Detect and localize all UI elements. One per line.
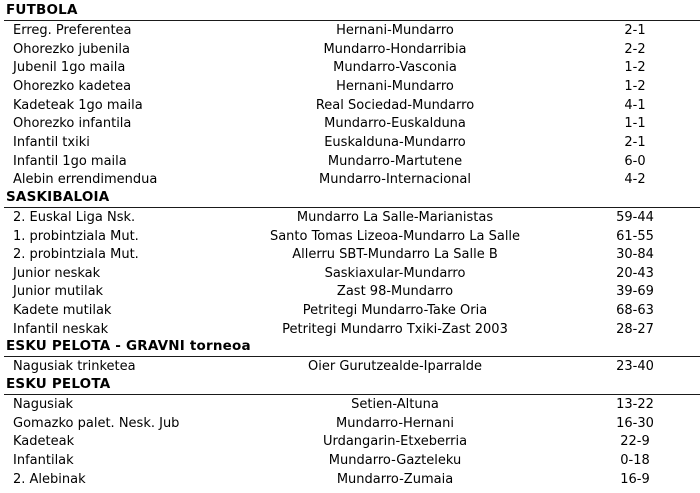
match-teams: Oier Gurutzealde-Iparralde — [308, 359, 482, 375]
category-label: 2. Euskal Liga Nsk. — [13, 209, 136, 225]
match-score: 28-27 — [616, 321, 654, 337]
match-score: 16-30 — [616, 415, 654, 431]
result-row — [0, 114, 700, 133]
match-teams: Urdangarin-Etxeberria — [322, 434, 468, 450]
category-label: Ohorezko infantila — [13, 116, 132, 132]
result-row — [0, 245, 700, 264]
match-score: 4-2 — [624, 172, 646, 188]
match-score: 16-9 — [620, 471, 650, 487]
category-label: Ohorezko jubenila — [13, 41, 130, 57]
match-teams: Real Sociedad-Mundarro — [315, 97, 475, 113]
result-row — [0, 301, 700, 320]
section-header: ESKU PELOTA — [6, 376, 111, 393]
result-row — [0, 40, 700, 59]
result-row — [0, 320, 700, 339]
match-teams: Mundarro-Zumaia — [336, 471, 454, 487]
section-header: FUTBOLA — [6, 2, 78, 18]
category-label: Kadeteak — [13, 434, 75, 450]
match-teams: Mundarro-Gazteleku — [328, 453, 462, 468]
result-row — [0, 58, 700, 77]
match-score: 2-2 — [624, 41, 646, 57]
result-row — [0, 414, 700, 433]
match-score: 1-2 — [624, 60, 646, 76]
match-score: 6-0 — [624, 153, 646, 169]
match-score: 13-22 — [616, 397, 654, 413]
result-row — [0, 21, 700, 40]
match-score: 59-44 — [616, 209, 654, 225]
result-row — [0, 77, 700, 96]
match-score: 2-1 — [624, 134, 646, 150]
result-row — [0, 395, 700, 414]
result-row — [0, 264, 700, 283]
category-label: Kadete mutilak — [13, 303, 112, 319]
category-label: Kadeteak 1go maila — [13, 97, 143, 113]
category-label: Nagusiak trinketea — [13, 359, 136, 375]
category-label: Infantilak — [13, 453, 74, 468]
match-score: 1-1 — [624, 116, 646, 132]
match-teams: Hernani-Mundarro — [336, 23, 454, 38]
match-score: 30-84 — [616, 247, 654, 263]
result-row — [0, 208, 700, 227]
result-row — [0, 227, 700, 246]
match-teams: Petritegi Mundarro-Take Oria — [302, 303, 488, 319]
match-score: 1-2 — [624, 78, 646, 94]
result-row — [0, 152, 700, 171]
match-score: 20-43 — [616, 265, 654, 281]
category-label: Nagusiak — [13, 397, 74, 413]
result-row — [0, 432, 700, 451]
match-teams: Euskalduna-Mundarro — [324, 134, 466, 150]
category-label: 2. probintziala Mut. — [13, 247, 139, 263]
match-teams: Hernani-Mundarro — [336, 78, 454, 94]
category-label: 1. probintziala Mut. — [13, 228, 139, 244]
match-score: 0-18 — [620, 453, 650, 468]
section-header: SASKIBALOIA — [6, 188, 110, 205]
result-row — [0, 282, 700, 301]
match-teams: Mundarro-Internacional — [319, 172, 471, 188]
match-teams: Mundarro-Vasconia — [333, 60, 457, 76]
match-score: 39-69 — [616, 284, 654, 300]
match-score: 61-55 — [616, 228, 654, 244]
category-label: Junior mutilak — [13, 284, 104, 300]
match-score: 23-40 — [616, 359, 654, 375]
category-label: Infantil neskak — [13, 321, 109, 337]
match-teams: Mundarro-Martutene — [327, 153, 463, 169]
match-teams: Mundarro La Salle-Marianistas — [296, 209, 494, 225]
category-label: 2. Alebinak — [13, 471, 86, 487]
category-label: Jubenil 1go maila — [13, 60, 126, 76]
match-teams: Allerru SBT-Mundarro La Salle B — [292, 247, 498, 263]
section-header: ESKU PELOTA - GRAVNI torneoa — [6, 338, 251, 355]
match-teams: Santo Tomas Lizeoa-Mundarro La Salle — [269, 228, 521, 244]
category-label: Infantil 1go maila — [13, 153, 127, 169]
match-teams: Mundarro-Hernani — [336, 415, 454, 431]
match-score: 68-63 — [616, 303, 654, 319]
match-teams: Mundarro-Hondarribia — [323, 41, 467, 57]
category-label: Infantil txiki — [13, 134, 90, 150]
match-score: 4-1 — [624, 97, 646, 113]
result-row — [0, 451, 700, 470]
result-row — [0, 96, 700, 115]
match-teams: Zast 98-Mundarro — [336, 284, 454, 300]
result-row — [0, 470, 700, 489]
category-label: Gomazko palet. Nesk. Jub — [13, 415, 180, 431]
match-teams: Mundarro-Euskalduna — [324, 116, 466, 132]
match-teams: Setien-Altuna — [351, 397, 439, 413]
match-teams: Petritegi Mundarro Txiki-Zast 2003 — [282, 321, 508, 337]
result-row — [0, 170, 700, 189]
category-label: Erreg. Preferentea — [13, 23, 132, 38]
result-row — [0, 357, 700, 376]
match-teams: Saskiaxular-Mundarro — [324, 265, 466, 281]
category-label: Junior neskak — [13, 265, 101, 281]
category-label: Alebin errendimendua — [13, 172, 158, 188]
match-score: 2-1 — [624, 23, 646, 38]
category-label: Ohorezko kadetea — [13, 78, 132, 94]
match-score: 22-9 — [620, 434, 650, 450]
result-row — [0, 133, 700, 152]
